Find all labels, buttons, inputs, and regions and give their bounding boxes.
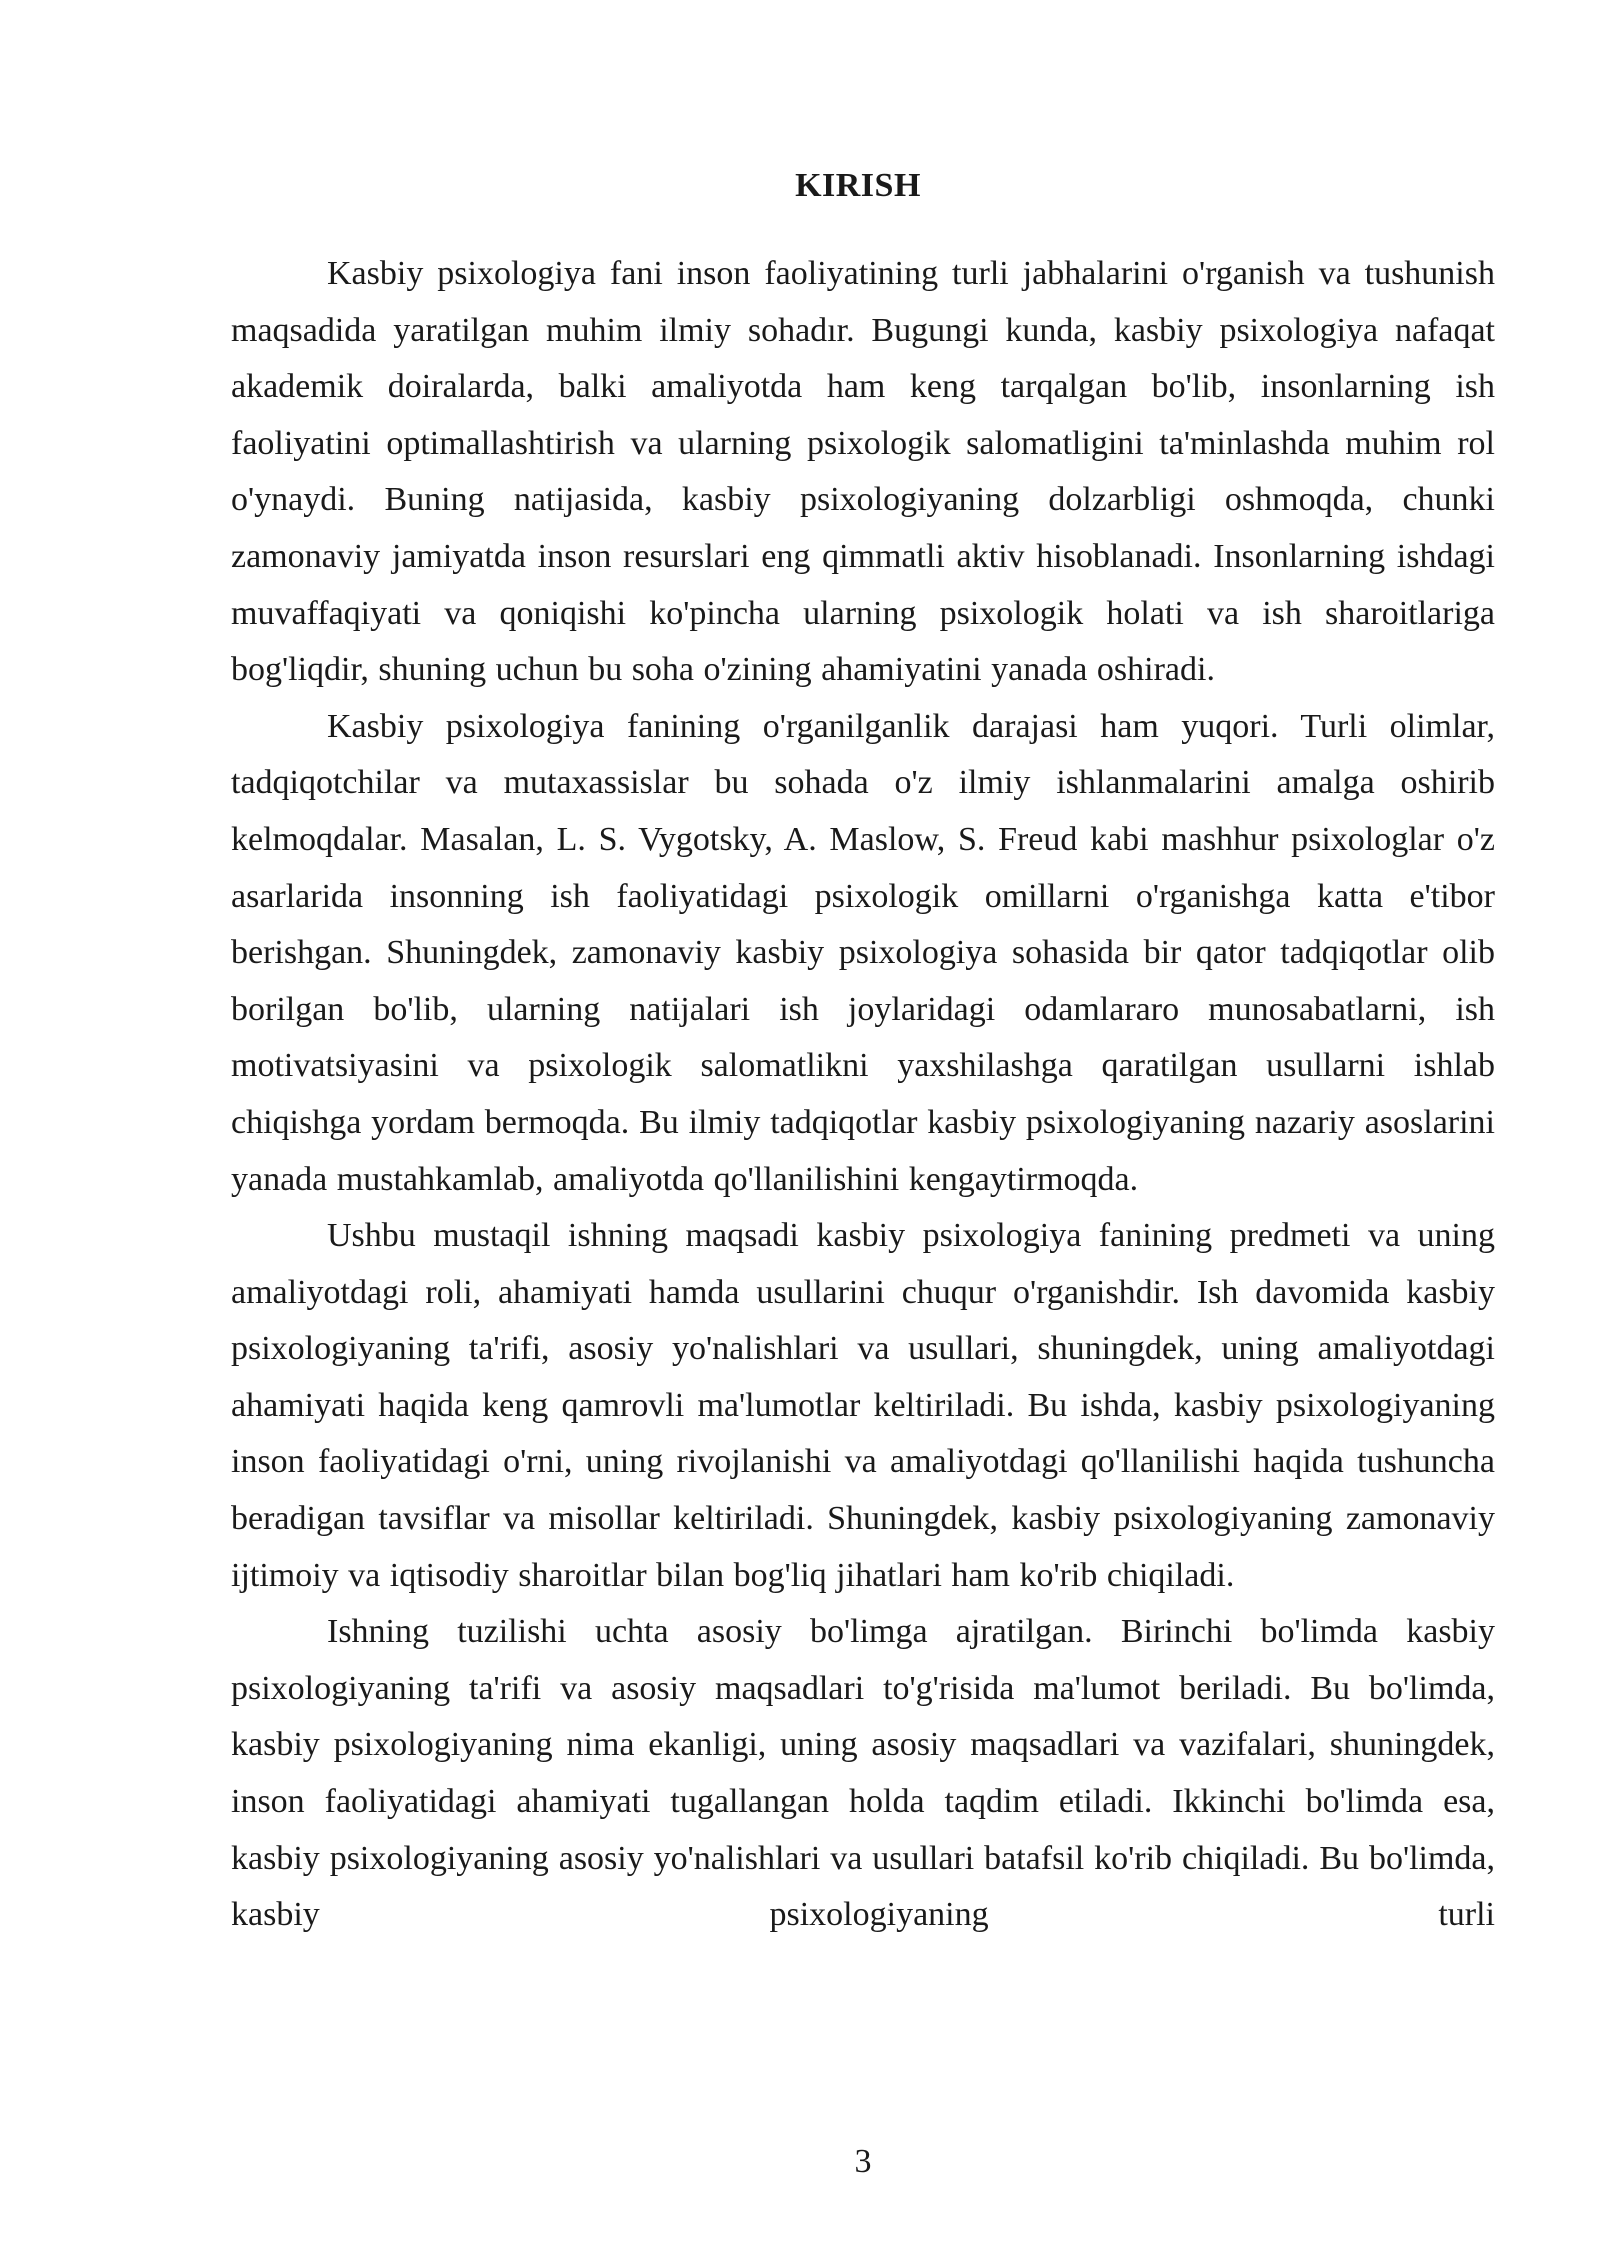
paragraph-3: Ushbu mustaqil ishning maqsadi kasbiy psixologiya fanining predmeti va uning amaliyotdagi roli, ahamiyati hamda usullarini chuqur o'rganishdir. Ish davomida kasbiy psixologiyaning ta'rifi, asosiy yo'nalishlari va usullari, shuningdek, uning amaliyotdagi ahamiyati haqida keng qamrovli ma'lumotlar keltiriladi. Bu ishda, kasbiy psixologiyaning inson faoliyatidagi o'rni, uning rivojlanishi va amaliyotdagi qo'llanilishi haqida tushuncha beradigan tavsiflar va misollar keltiriladi. Shuningdek, kasbiy psixologiyaning zamonaviy ijtimoiy va iqtisodiy sharoitlar bilan bog'liq jihatlari ham ko'rib chiqiladi. <box>231 1217 1495 1594</box>
section-title: KIRISH <box>795 167 921 204</box>
paragraph-2: Kasbiy psixologiya fanining o'rganilganlik darajasi ham yuqori. Turli olimlar, tadqiqotchilar va mutaxassislar bu sohada o'z ilmiy ishlanmalarini amalga oshirib kelmoqdalar. Masalan, L. S. Vygotsky, A. Maslow, S. Freud kabi mashhur psixologlar o'z asarlarida insonning ish faoliyatidagi psixologik omillarni o'rganishga katta e'tibor berishgan. Shuningdek, zamonaviy kasbiy psixologiya sohasida bir qator tadqiqotlar olib borilgan bo'lib, ularning natijalari ish joylaridagi odamlararo munosabatlarni, ish motivatsiyasini va psixologik salomatlikni yaxshilashga qaratilgan usullarni ishlab chiqishga yordam bermoqda. Bu ilmiy tadqiqotlar kasbiy psixologiyaning nazariy asoslarini yanada mustahkamlab, amaliyotda qo'llanilishini kengaytirmoqda. <box>231 707 1495 1198</box>
page-number: 3 <box>854 2143 872 2180</box>
paragraph-1: Kasbiy psixologiya fani inson faoliyatining turli jabhalarini o'rganish va tushunish maqsadida yaratilgan muhim ilmiy sohadır. Bugungi kunda, kasbiy psixologiya nafaqat akademik doiralarda, balki amaliyotda ham keng tarqalgan bo'lib, insonlarning ish faoliyatini optimallashtirish va ularning psixologik salomatligini ta'minlashda muhim rol o'ynaydi. Buning natijasida, kasbiy psixologiyaning dolzarbligi oshmoqda, chunki zamonaviy jamiyatda inson resurslari eng qimmatli aktiv hisoblanadi. Insonlarning ishdagi muvaffaqiyati va qoniqishi ko'pincha ularning psixologik holati va ish sharoitlariga bog'liqdir, shuning uchun bu soha o'zining ahamiyatini yanada oshiradi. <box>231 255 1495 689</box>
paragraph-4: Ishning tuzilishi uchta asosiy bo'limga ajratilgan. Birinchi bo'limda kasbiy psixologiyaning ta'rifi va asosiy maqsadlari to'g'risida ma'lumot beriladi. Bu bo'limda, kasbiy psixologiyaning nima ekanligi, uning asosiy maqsadlari va vazifalari, shuningdek, inson faoliyatidagi ahamiyati tugallangan holda taqdim etiladi. Ikkinchi bo'limda esa, kasbiy psixologiyaning asosiy yo'nalishlari va usullari batafsil ko'rib chiqiladi. Bu bo'limda, kasbiy psixologiyaning turli <box>231 1613 1495 1934</box>
body-text <box>231 246 1495 1944</box>
